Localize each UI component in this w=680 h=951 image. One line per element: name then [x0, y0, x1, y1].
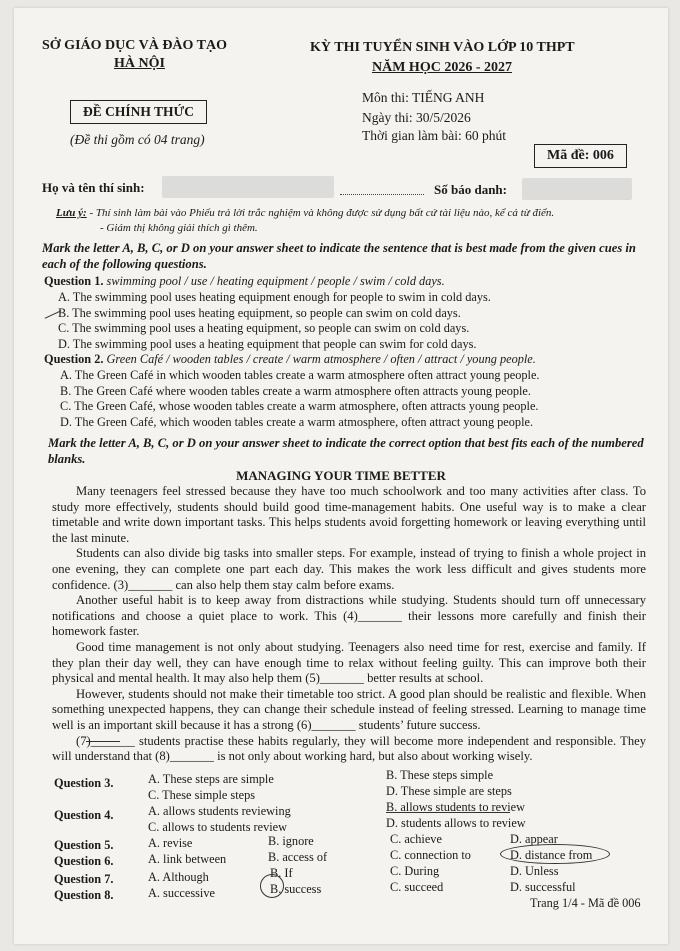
- q3-option-a: A. These steps are simple: [148, 772, 274, 786]
- section1-instruction: Mark the letter A, B, C, or D on your answer sheet to indicate the sentence that is best made from the given cues in each of the following questions.: [42, 241, 636, 271]
- q6-option-a: A. link between: [148, 852, 227, 866]
- q3-option-c: C. These simple steps: [148, 788, 256, 802]
- exam-title: KỲ THI TUYỂN SINH VÀO LỚP 10 THPT: [310, 40, 575, 55]
- q3-option-b: B. These steps simple: [386, 768, 494, 782]
- q1-option-d: D. The swimming pool uses a heating equipment that people can swim for cold days.: [58, 337, 477, 351]
- q4-option-d: D. students allows to review: [386, 816, 526, 830]
- q1-option-c: C. The swimming pool uses a heating equipment, so people can swim on cold days.: [58, 321, 470, 335]
- q2-option-a: A. The Green Café in which wooden tables create a warm atmosphere often attract young people.: [60, 368, 540, 382]
- section2-instruction: Mark the letter A, B, C, or D on your answer sheet to indicate the correct option that best fits each of the numbered blanks.: [48, 436, 644, 466]
- question-1-cues: [44, 274, 445, 290]
- q6-option-c: C. connection to: [390, 848, 471, 862]
- candidate-id-label: Số báo danh:: [434, 182, 507, 197]
- q8-option-d: D. successful: [510, 880, 576, 894]
- pen-mark-q7: [86, 741, 120, 742]
- passage-paragraph-2: [52, 546, 646, 593]
- q5-option-b: B. ignore: [268, 834, 314, 848]
- notes-line-2: - Giám thị không giải thích gì thêm.: [100, 222, 258, 234]
- pen-circle-q6: [500, 844, 610, 864]
- pages-note: (Đề thi gồm có 04 trang): [70, 132, 205, 147]
- q7-option-b: B. If: [270, 866, 293, 880]
- q8-option-c: C. succeed: [390, 880, 444, 894]
- q2-option-b: B. The Green Café where wooden tables create a warm atmosphere often attracts young people.: [60, 384, 531, 398]
- passage: [52, 484, 646, 765]
- notes-line-1: [56, 207, 666, 219]
- p6-text-before: (7): [76, 733, 91, 748]
- p6-text-after: students practise these habits regularly, they will become more independent and responsible. They will understand that (8)_______ is not only about working hard, but also about working wisely.: [52, 733, 646, 764]
- question-2-cue-text: Green Café / wooden tables / create / warm atmosphere / often / attract / young people.: [106, 352, 536, 366]
- q2-option-c: C. The Green Café, whose wooden tables create a warm atmosphere, often attracts young people.: [60, 399, 539, 413]
- q8-option-a: A. successive: [148, 886, 215, 900]
- q5-option-c: C. achieve: [390, 832, 442, 846]
- question-2-cues: [44, 352, 536, 368]
- question-1-label: Question 1.: [44, 274, 104, 288]
- passage-title: MANAGING YOUR TIME BETTER: [236, 468, 446, 483]
- passage-paragraph-5: [52, 687, 646, 734]
- q4-option-a: A. allows students reviewing: [148, 804, 291, 818]
- q5-option-d: D. appear: [510, 832, 558, 846]
- p5-text-before: However, students should not make their timetable too strict. A good plan should be realistic and flexible. When something unexpected happens, they can change their schedule instead of feeling stressed. Learning to manage time well is an important skill because it has a strong (6): [52, 686, 646, 732]
- city-name: HÀ NỘI: [114, 56, 165, 71]
- q6-label: Question 6.: [54, 854, 114, 868]
- q4-option-b: B. allows students to review: [386, 800, 526, 814]
- q3-option-d: D. These simple are steps: [386, 784, 512, 798]
- q1-option-b: B. The swimming pool uses heating equipment, so people can swim on cold days.: [58, 306, 461, 320]
- q5-option-a: A. revise: [148, 836, 193, 850]
- p4-text-after: better results at school.: [363, 671, 484, 686]
- p2-text-before: Students can also divide big tasks into smaller steps. For example, instead of trying to finish a whole project in one evening, they can complete one part each day. This makes the work less difficult and gives students more confidence. (3): [52, 546, 646, 592]
- question-1-cue-text: swimming pool / use / heating equipment / people / swim / cold days.: [106, 274, 445, 288]
- candidate-name-redacted: [162, 176, 334, 198]
- page-footer: Trang 1/4 - Mã đề 006: [530, 896, 641, 910]
- q7-option-a: A. Although: [148, 870, 209, 884]
- passage-paragraph-1: Many teenagers feel stressed because they have too much schoolwork and too many activities after class. To study more effectively, students should build good time-management habits. One useful way is to make a clear timetable and write down important tasks. This helps students avoid forgetting homework or leaving everything until the last minute.: [52, 484, 646, 545]
- dotted-line: [340, 194, 424, 195]
- notes-label: Lưu ý:: [56, 207, 87, 219]
- blank-3: _______: [128, 577, 173, 592]
- blank-4: _______: [357, 608, 402, 623]
- subject-line: Môn thi: TIẾNG ANH: [362, 90, 485, 105]
- p5-text-after: students’ future success.: [355, 717, 481, 732]
- p2-text-after: can also help them stay calm before exams.: [172, 577, 395, 592]
- q8-label: Question 8.: [54, 888, 114, 902]
- q7-option-d: D. Unless: [510, 864, 559, 878]
- blank-6: _______: [311, 717, 356, 732]
- q1-option-a: A. The swimming pool uses heating equipment enough for people to swim in cold days.: [58, 290, 491, 304]
- department-name: SỞ GIÁO DỤC VÀ ĐÀO TẠO: [42, 38, 228, 53]
- exam-duration: Thời gian làm bài: 60 phút: [362, 128, 506, 143]
- blank-5: _______: [319, 671, 364, 686]
- p4-text-before: Good time management is not only about studying. Teenagers also need time for rest, exercise and family. If they plan their day well, they can have enough time to relax without feeling guilty. This can improve both their physical and mental health. It may also help them (5): [52, 639, 646, 686]
- q2-option-d: D. The Green Café, which wooden tables create a warm atmosphere, often attract young people.: [60, 415, 534, 429]
- notes-text-1: - Thí sinh làm bài vào Phiếu trả lời trắc nghiệm và không được sử dụng bất cứ tài liệu nào, kể cả từ điển.: [86, 207, 555, 219]
- q5-label: Question 5.: [54, 838, 114, 852]
- exam-page: [14, 8, 668, 944]
- official-exam-box: ĐỀ CHÍNH THỨC: [70, 100, 207, 124]
- q6-option-d: D. distance from: [510, 848, 593, 862]
- question-2-label: Question 2.: [44, 352, 104, 366]
- pen-circle-q8: [260, 874, 284, 898]
- q3-label: Question 3.: [54, 776, 114, 790]
- q6-option-b: B. access of: [268, 850, 328, 864]
- passage-paragraph-4: [52, 640, 646, 687]
- q7-label: Question 7.: [54, 872, 114, 886]
- p3-text-before: Another useful habit is to keep away from distractions while studying. Students should turn off unnecessary notifications and choose a quiet place to work. This (4): [52, 593, 646, 623]
- q4-label: Question 4.: [54, 808, 114, 822]
- passage-paragraph-6: [52, 734, 646, 765]
- q7-option-c: C. During: [390, 864, 440, 878]
- p3-text-after: their lessons more carefully and finish their homework faster.: [52, 608, 646, 639]
- blank-7: _______: [90, 733, 135, 748]
- passage-paragraph-3: [52, 593, 646, 640]
- candidate-name-label: Họ và tên thí sinh:: [42, 180, 145, 195]
- pen-underline-q4: [386, 812, 510, 813]
- q8-option-b: B. success: [270, 882, 322, 896]
- school-year: NĂM HỌC 2026 - 2027: [372, 60, 512, 75]
- candidate-id-redacted: [522, 178, 632, 200]
- exam-date: Ngày thi: 30/5/2026: [362, 110, 471, 125]
- exam-code-box: Mã đề: 006: [534, 144, 627, 168]
- q4-option-c: C. allows to students review: [148, 820, 288, 834]
